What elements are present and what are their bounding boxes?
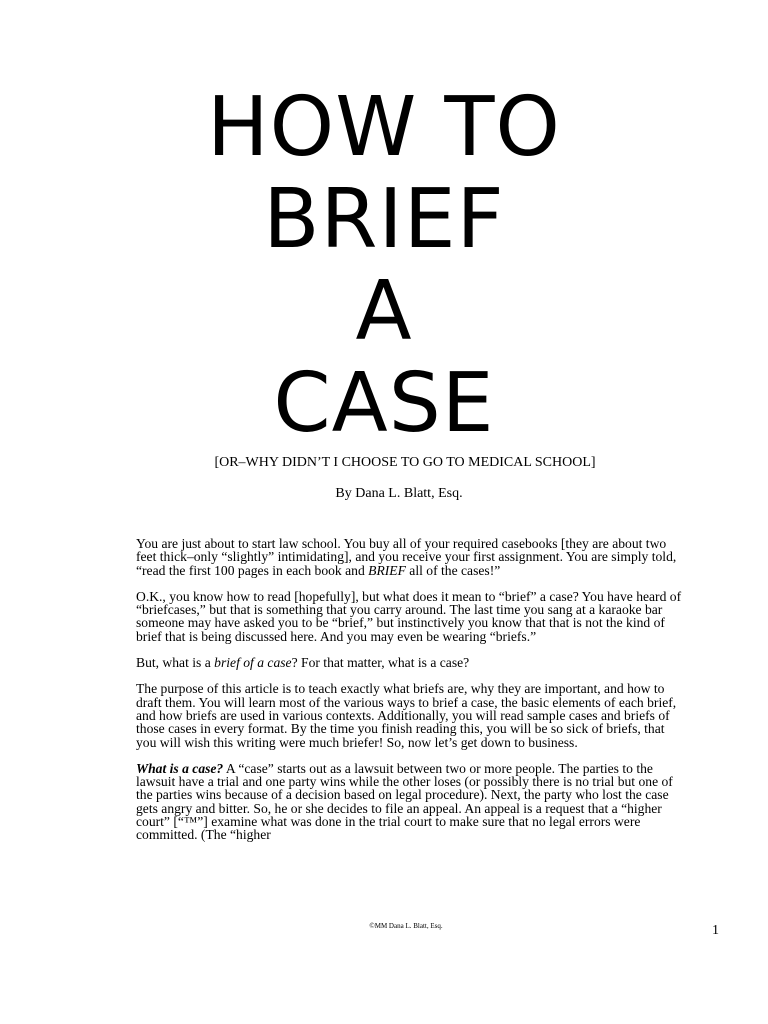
- document-title: [0, 82, 768, 450]
- section-heading-what-is-a-case: What is a case?: [136, 760, 224, 776]
- paragraph-what-is-a-case: [136, 762, 682, 842]
- paragraph-intro-text: You are just about to start law school. You buy all of your required casebooks [they are about two feet thick–only “slightly” intimidating], and you receive your first assignment. You are simply told, “read the first 100 pages in each book and: [136, 536, 677, 578]
- subtitle: [OR–WHY DIDN’T I CHOOSE TO GO TO MEDICAL SCHOOL]: [214, 455, 596, 470]
- page-number: 1: [712, 923, 719, 938]
- paragraph-intro: [136, 537, 682, 577]
- paragraph-question-end: ? For that matter, what is a case?: [291, 655, 470, 671]
- paragraph-question: [136, 656, 682, 669]
- paragraph-purpose: The purpose of this article is to teach exactly what briefs are, why they are important, and how to draft them. You will learn most of the various ways to brief a case, the basic elements of each brief, and how briefs are used in various contexts. Additionally, you will read sample cases and briefs of those cases in every format. By the time you finish reading this, you will be so sick of briefs, that you will wish this writing were much briefer! So, now let’s get down to business.: [136, 681, 677, 750]
- paragraph-intro-end: all of the cases!”: [405, 562, 501, 578]
- title-line-2: BRIEF: [263, 172, 505, 267]
- brief-of-a-case-emphasis: brief of a case: [214, 655, 292, 671]
- copyright-footer: ©MM Dana L. Blatt, Esq.: [369, 922, 443, 930]
- paragraph-briefs: O.K., you know how to read [hopefully], but what does it mean to “brief” a case? You have heard of “briefcases,” but that is something that you carry around. The last time you sang at a karaoke bar someone may have asked you to be “brief,” but instinctively you know that that is not the kind of brief that is being discussed here. And you may even be wearing “briefs.”: [136, 588, 682, 644]
- title-line-4: CASE: [273, 356, 495, 451]
- paragraph-what-is-a-case-text: A “case” starts out as a lawsuit between two or more people. The parties to the lawsuit have a trial and one party wins while the other loses (or possibly there is no trial but one of the parties wins because of a decision based on legal procedure). Next, the party who lost the case gets angry and bitter. So, he or she decides to file an appeal. An appeal is a request that a “higher court” [“™”] examine what was done in the trial court to make sure that no legal errors were committed. (The “higher: [136, 760, 673, 843]
- author-byline: By Dana L. Blatt, Esq.: [335, 486, 463, 501]
- paragraph-question-text: But, what is a: [136, 655, 215, 671]
- brief-emphasis: BRIEF: [368, 562, 406, 578]
- article-body: [136, 537, 682, 842]
- title-line-3: A: [355, 264, 413, 359]
- title-line-1: HOW TO: [207, 80, 561, 175]
